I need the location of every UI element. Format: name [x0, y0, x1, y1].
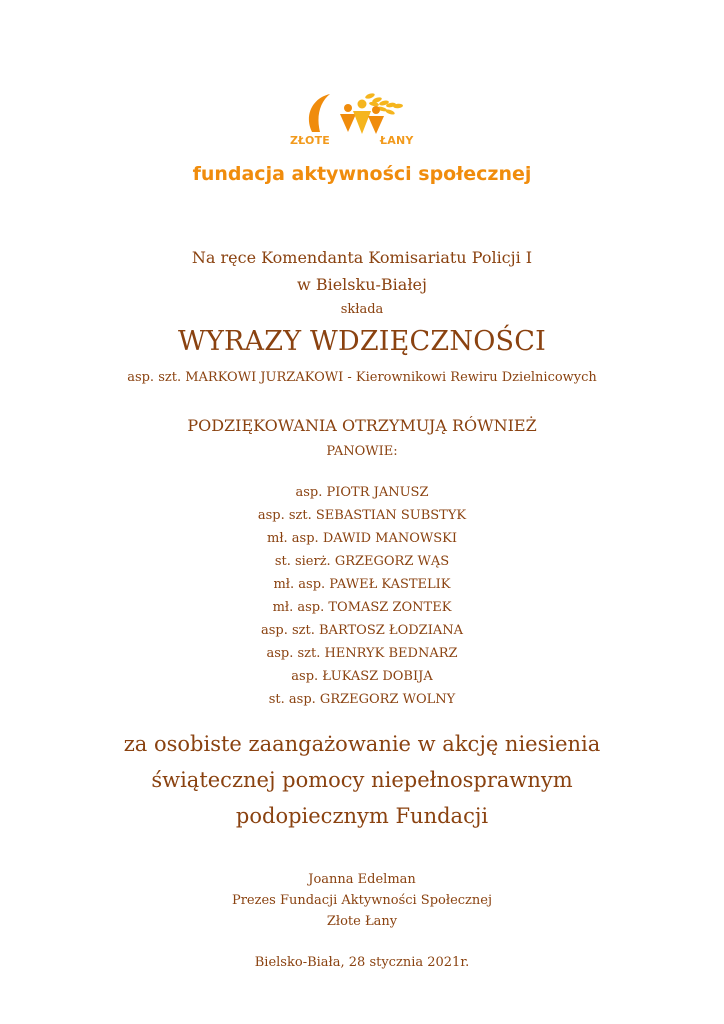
place-date: Bielsko-Biała, 28 stycznia 2021r. — [254, 955, 470, 970]
reason-block — [0, 726, 724, 834]
list-item: mł. asp. PAWEŁ KASTELIK — [273, 577, 451, 592]
list-item: st. asp. GRZEGORZ WOLNY — [268, 692, 456, 707]
reason-line-1: za osobiste zaangażowanie w akcję niesienia — [123, 732, 601, 756]
letter-title: WYRAZY WDZIĘCZNOŚCI — [178, 326, 546, 357]
addressee-line-2: w Bielsku-Białej — [297, 275, 427, 294]
list-item: asp. szt. BARTOSZ ŁODZIANA — [260, 623, 463, 638]
also-subheading: PANOWIE: — [326, 444, 398, 459]
signatory-role: Prezes Fundacji Aktywności Społecznej — [231, 893, 493, 908]
signatory-name: Joanna Edelman — [308, 872, 416, 887]
logo-graphic — [290, 88, 440, 158]
list-item: mł. asp. DAWID MANOWSKI — [267, 531, 457, 546]
list-item: asp. PIOTR JANUSZ — [295, 485, 429, 500]
list-item: asp. ŁUKASZ DOBIJA — [291, 669, 433, 684]
logo-text-lany: ŁANY — [380, 134, 414, 147]
main-recipient: asp. szt. MARKOWI JURZAKOWI - Kierownikowi Rewiru Dzielnicowych — [127, 370, 597, 385]
also-heading: PODZIĘKOWANIA OTRZYMUJĄ RÓWNIEŻ — [187, 416, 537, 435]
foundation-logo — [290, 88, 440, 158]
signature-block — [0, 869, 724, 932]
logo-tagline: fundacja aktywności społecznej — [192, 163, 532, 185]
verb-text: składa — [340, 302, 384, 317]
reason-line-2: świątecznej pomocy niepełnosprawnym — [151, 768, 573, 792]
list-item: mł. asp. TOMASZ ZONTEK — [272, 600, 452, 615]
list-item: asp. szt. SEBASTIAN SUBSTYK — [257, 508, 467, 523]
list-item: asp. szt. HENRYK BEDNARZ — [266, 646, 458, 661]
reason-line-3: podopiecznym Fundacji — [235, 804, 489, 828]
list-item: st. sierż. GRZEGORZ WĄS — [274, 554, 450, 569]
addressee-line-1: Na ręce Komendanta Komisariatu Policji I — [191, 248, 533, 267]
signatory-org: Złote Łany — [326, 914, 398, 929]
logo-text-zlote: ZŁOTE — [290, 134, 331, 147]
names-list — [0, 481, 724, 711]
